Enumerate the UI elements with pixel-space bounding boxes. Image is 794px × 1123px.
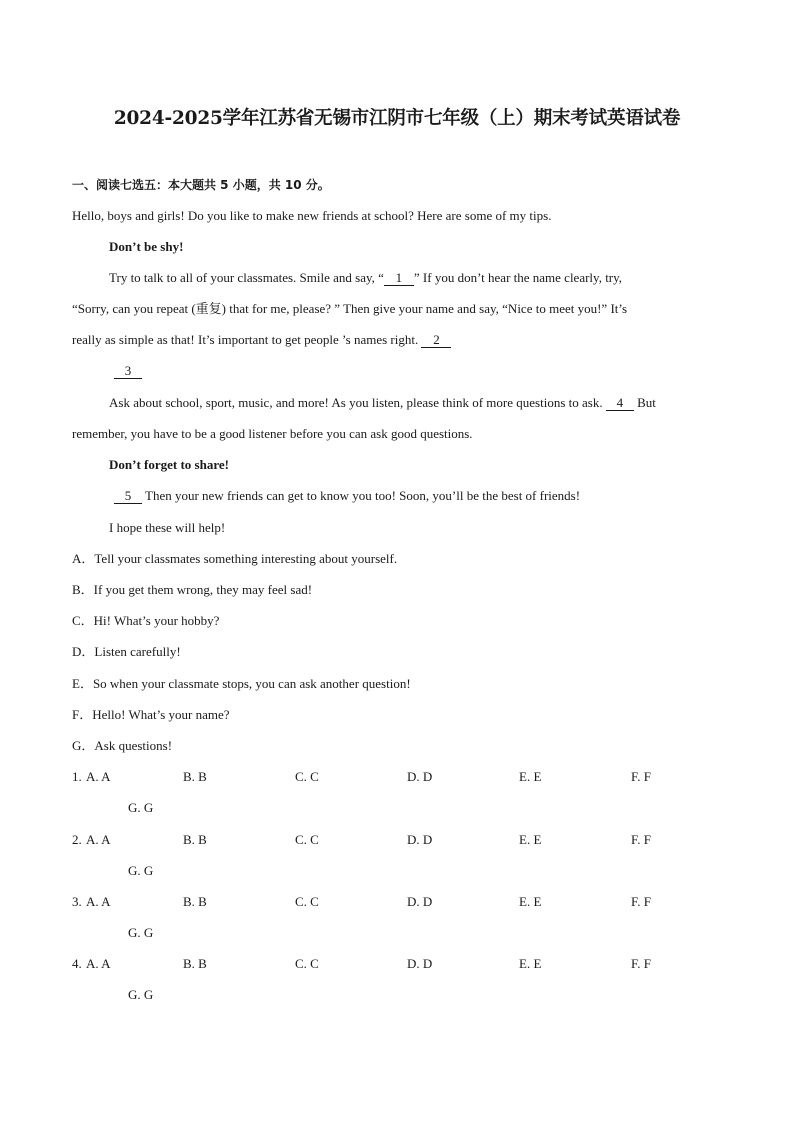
choice-b[interactable]: B. B [183, 832, 207, 847]
choice-e[interactable]: E. E [519, 832, 542, 847]
option-a: A．Tell your classmates something interesting about yourself. [72, 551, 398, 566]
option-d: D．Listen carefully! [72, 644, 181, 659]
choice-b[interactable]: B. B [183, 956, 207, 971]
choice-e[interactable]: E. E [519, 894, 542, 909]
choice-g[interactable]: G. G [128, 863, 154, 878]
question-row [0, 768, 794, 786]
question-row-cont [0, 862, 794, 880]
choice-a[interactable]: A. A [86, 769, 111, 784]
question-number: 1. [72, 769, 82, 784]
question-row-cont [0, 986, 794, 1004]
intro-paragraph: Hello, boys and girls! Do you like to make new friends at school? Here are some of my tips. [72, 208, 552, 223]
question-row [0, 831, 794, 849]
paragraph2-line1 [109, 394, 656, 412]
choice-b[interactable]: B. B [183, 769, 207, 784]
choice-f[interactable]: F. F [631, 894, 651, 909]
choice-f[interactable]: F. F [631, 956, 651, 971]
paragraph-blank3-line [114, 362, 142, 380]
choice-d[interactable]: D. D [407, 956, 433, 971]
paragraph2-line2: remember, you have to be a good listener before you can ask good questions. [72, 426, 473, 441]
choice-f[interactable]: F. F [631, 769, 651, 784]
question-row-cont [0, 924, 794, 942]
tip1-heading: Don’t be shy! [109, 239, 184, 254]
paragraph-text: Ask about school, sport, music, and more! As you listen, please think of more questions to ask. [109, 395, 606, 410]
section-heading: 一、阅读七选五：本大题共 5 小题，共 10 分。 [72, 178, 330, 192]
choice-b[interactable]: B. B [183, 894, 207, 909]
choice-a[interactable]: A. A [86, 894, 111, 909]
choice-f[interactable]: F. F [631, 832, 651, 847]
option-f: F．Hello! What’s your name? [72, 707, 230, 722]
question-number: 4. [72, 956, 82, 971]
choice-g[interactable]: G. G [128, 987, 154, 1002]
question-number: 3. [72, 894, 82, 909]
question-row [0, 893, 794, 911]
paragraph-text: ” If you don’t hear the name clearly, try, [413, 270, 623, 285]
option-g: G．Ask questions! [72, 738, 173, 753]
paragraph1-line1 [109, 269, 622, 287]
option-b: B．If you get them wrong, they may feel sad! [72, 582, 313, 597]
question-number: 2. [72, 832, 82, 847]
paragraph-text: Try to talk to all of your classmates. Smile and say, “ [109, 270, 384, 285]
choice-d[interactable]: D. D [407, 894, 433, 909]
blank-1: 1 [384, 271, 414, 286]
paragraph1-line3 [72, 331, 451, 349]
choice-c[interactable]: C. C [295, 956, 319, 971]
question-row-cont [0, 799, 794, 817]
closing-line: I hope these will help! [109, 520, 226, 535]
paragraph-text: really as simple as that! It’s important to get people ’s names right. [72, 332, 422, 347]
blank-2: 2 [421, 333, 451, 348]
paragraph3-line1 [114, 487, 580, 505]
choice-c[interactable]: C. C [295, 832, 319, 847]
choice-d[interactable]: D. D [407, 832, 433, 847]
blank-3: 3 [114, 364, 142, 379]
choice-e[interactable]: E. E [519, 956, 542, 971]
choice-g[interactable]: G. G [128, 925, 154, 940]
choice-a[interactable]: A. A [86, 956, 111, 971]
paragraph1-line2: “Sorry, can you repeat (重复) that for me, please? ” Then give your name and say, “Nice to meet you!” It’s [72, 301, 628, 316]
page-title: 2024-2025学年江苏省无锡市江阴市七年级（上）期末考试英语试卷 [113, 108, 681, 129]
paragraph-text: But [633, 395, 656, 410]
option-e: E．So when your classmate stops, you can ask another question! [72, 676, 411, 691]
choice-e[interactable]: E. E [519, 769, 542, 784]
question-row [0, 955, 794, 973]
option-c: C．Hi! What’s your hobby? [72, 613, 220, 628]
choice-c[interactable]: C. C [295, 894, 319, 909]
choice-c[interactable]: C. C [295, 769, 319, 784]
paragraph-text: Then your new friends can get to know you too! Soon, you’ll be the best of friends! [142, 488, 581, 503]
blank-5: 5 [114, 489, 142, 504]
choice-g[interactable]: G. G [128, 800, 154, 815]
tip2-heading: Don’t forget to share! [109, 457, 229, 472]
blank-4: 4 [606, 396, 634, 411]
choice-a[interactable]: A. A [86, 832, 111, 847]
choice-d[interactable]: D. D [407, 769, 433, 784]
